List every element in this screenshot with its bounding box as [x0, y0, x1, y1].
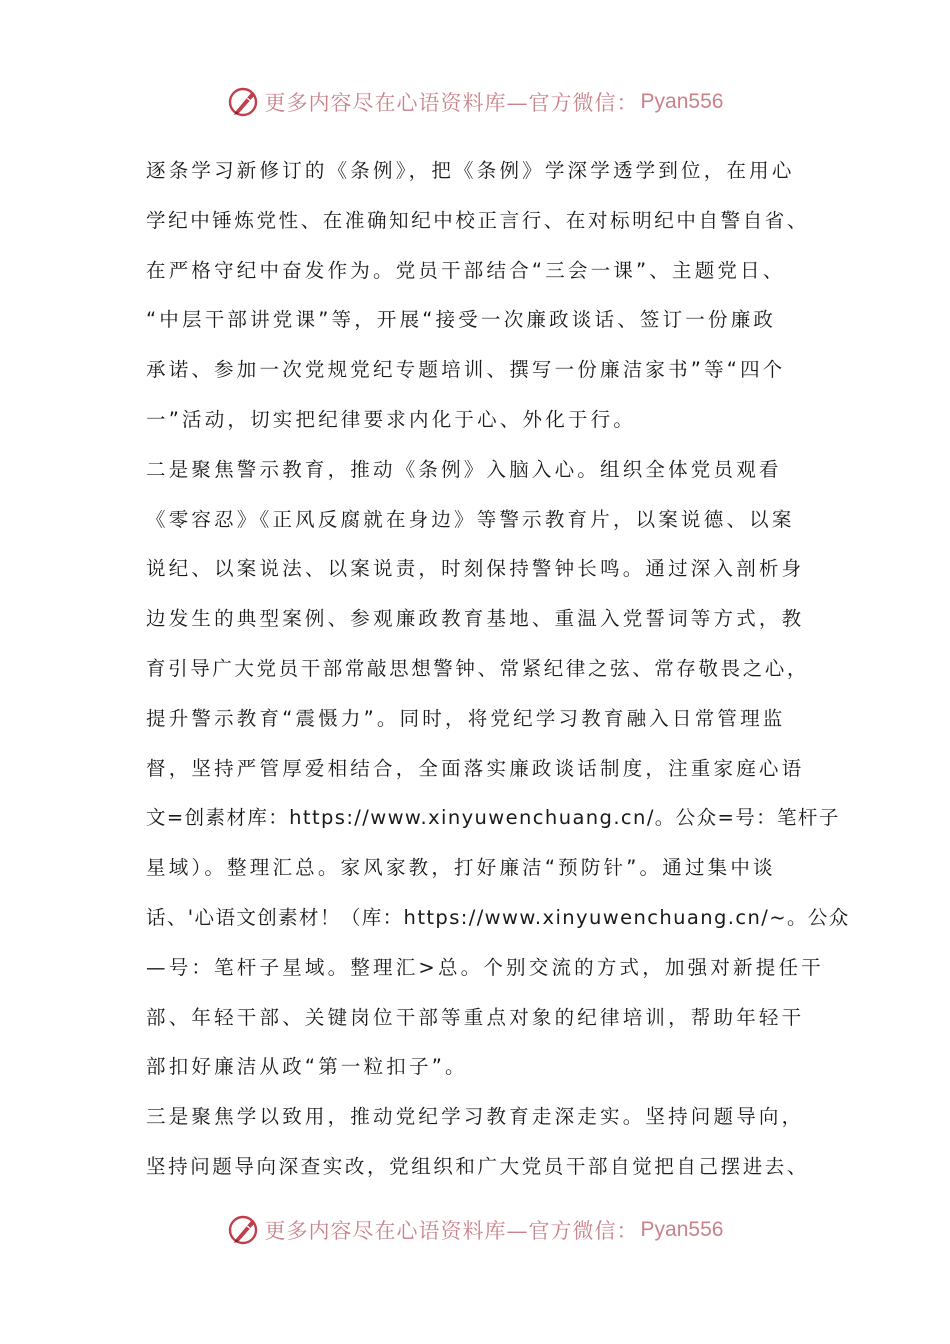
body-line: 星域）。整理汇总。家风家教，打好廉洁“预防针”。通过集中谈	[146, 856, 776, 880]
body-line: 逐条学习新修订的《条例》，把《条例》学深学透学到位，在用心	[146, 159, 795, 182]
body-line: 三是聚焦学以致用，推动党纪学习教育走深走实。坚持问题导向，	[146, 1105, 805, 1129]
pen-logo-icon	[227, 1213, 261, 1247]
body-line: “中层干部讲党课”等，开展“接受一次廉政谈话、签订一份廉政	[146, 308, 777, 332]
body-line: —号：笔杆子星域。整理汇>总。个别交流的方式，加强对新提任干	[146, 955, 824, 979]
body-line: 学纪中锤炼党性、在准确知纪中校正言行、在对标明纪中自警自省、	[146, 208, 810, 232]
pen-logo-icon	[227, 85, 261, 119]
body-line: 说纪、以案说法、以案说责，时刻保持警钟长鸣。通过深入剖析身	[146, 557, 805, 581]
footer-watermark-banner	[0, 1210, 950, 1250]
body-line: 《零容忍》《正风反腐就在身边》等警示教育片，以案说德、以案	[146, 507, 795, 531]
document-body	[146, 146, 850, 1192]
header-watermark-text: 更多内容尽在心语资料库—官方微信：	[264, 91, 639, 115]
body-line: 部扣好廉洁从政“第一粒扣子”。	[146, 1055, 468, 1079]
body-line: 文=创素材库：https://www.xinyuwenchuang.cn/。公众=号：笔杆子	[146, 806, 840, 830]
body-line: 督，坚持严管厚爱相结合，全面落实廉政谈话制度，注重家庭心语	[146, 756, 805, 780]
body-line: 话、'心语文创素材！（库：https://www.xinyuwenchuang.cn/~。公众	[146, 905, 850, 929]
header-watermark-banner	[0, 82, 950, 122]
body-line: 一”活动，切实把纪律要求内化于心、外化于行。	[146, 407, 637, 431]
body-line: 坚持问题导向深查实改，党组织和广大党员干部自觉把自己摆进去、	[146, 1154, 810, 1178]
body-line: 二是聚焦警示教育，推动《条例》入脑入心。组织全体党员观看	[146, 457, 782, 481]
body-line: 部、年轻干部、关键岗位干部等重点对象的纪律培训，帮助年轻干	[146, 1005, 805, 1029]
footer-watermark-text: 更多内容尽在心语资料库—官方微信：	[264, 1219, 639, 1243]
body-line: 承诺、参加一次党规党纪专题培训、撰写一份廉洁家书”等“四个	[146, 358, 786, 382]
body-line: 提升警示教育“震慑力”。同时，将党纪学习教育融入日常管理监	[146, 706, 786, 730]
header-wechat-id: Pyan556	[640, 90, 724, 113]
footer-wechat-id: Pyan556	[640, 1218, 724, 1241]
body-line: 边发生的典型案例、参观廉政教育基地、重温入党誓词等方式，教	[146, 607, 805, 631]
body-line: 在严格守纪中奋发作为。党员干部结合“三会一课”、主题党日、	[146, 258, 786, 282]
body-line: 育引导广大党员干部常敲思想警钟、常紧纪律之弦、常存敬畏之心，	[146, 656, 810, 680]
